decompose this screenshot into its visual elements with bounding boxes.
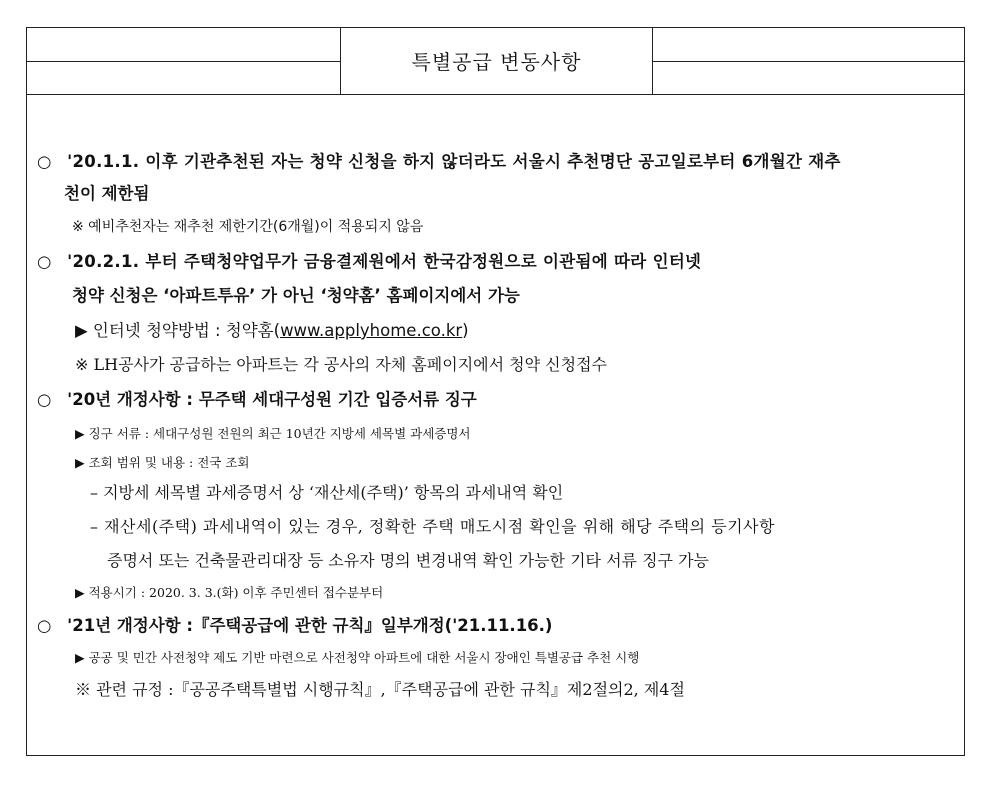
bullet-circle: ○ [37,152,52,171]
item3-sub2: ▶ 조회 범위 및 내용 : 전국 조회 [75,455,250,470]
item1-line2: 천이 제한됨 [64,184,150,203]
item2-method-prefix: ▶ 인터넷 청약방법 : 청약홈( [75,321,281,340]
bullet-circle: ○ [37,616,52,635]
item3-dash2a: – 재산세(주택) 과세내역이 있는 경우, 정확한 주택 매도시점 확인을 위해 해당 주택의 등기사항 [90,517,775,536]
page-title [340,27,653,94]
item3-sub3: ▶ 적용시기 : 2020. 3. 3.(화) 이후 주민센터 접수분부터 [75,585,384,600]
item2-method [75,323,469,340]
item1-text1: '20.1.1. 이후 기관추천된 자는 청약 신청을 하지 않더라도 서울시 추천명단 공고일로부터 6개월간 재추 [67,152,841,171]
bullet-circle: ○ [37,390,52,409]
item3-dash1: – 지방세 세목별 과세증명서 상 ‘재산세(주택)’ 항목의 과세내역 확인 [90,483,564,502]
header-bottom-rule [26,94,965,95]
item2-line2: 청약 신청은 ‘아파트투유’ 가 아닌 ‘청약홈’ 홈페이지에서 가능 [72,286,520,305]
item3-sub1: ▶ 징구 서류 : 세대구성원 전원의 최근 10년간 지방세 세목별 과세증명서 [75,426,471,441]
item3-text1: '20년 개정사항 : 무주택 세대구성원 기간 입증서류 징구 [67,390,477,409]
item2-text1: '20.2.1. 부터 주택청약업무가 금융결제원에서 한국감정원으로 이관됨에 따라 인터넷 [67,252,702,271]
item2-note: ※ LH공사가 공급하는 아파트는 각 공사의 자체 홈페이지에서 청약 신청접수 [75,355,607,374]
item4-text1: '21년 개정사항 :『주택공급에 관한 규칙』일부개정('21.11.16.) [67,616,553,635]
header-left-divider [26,61,340,62]
item3-line1 [37,392,477,409]
item4-sub1: ▶ 공공 및 민간 사전청약 제도 기반 마련으로 사전청약 아파트에 대한 서울시 장애인 특별공급 추천 시행 [75,650,640,665]
bullet-circle: ○ [37,252,52,271]
page-title-text: 특별공급 변동사항 [411,50,582,74]
item4-note: ※ 관련 규정 :『공공주택특별법 시행규칙』,『주택공급에 관한 규칙』제2절의2, 제4절 [75,680,685,699]
item2-line1 [37,254,701,271]
applyhome-link[interactable]: www.applyhome.co.kr [280,321,463,340]
item1-note: ※ 예비추천자는 재추천 제한기간(6개월)이 적용되지 않음 [72,219,424,235]
item4-line1 [37,618,552,635]
item1-line1 [37,154,959,171]
item3-dash2b: 증명서 또는 건축물관리대장 등 소유자 명의 변경내역 확인 가능한 기타 서류 징구 가능 [107,551,709,570]
header-right-divider [653,61,965,62]
item2-method-suffix: ) [462,321,469,340]
